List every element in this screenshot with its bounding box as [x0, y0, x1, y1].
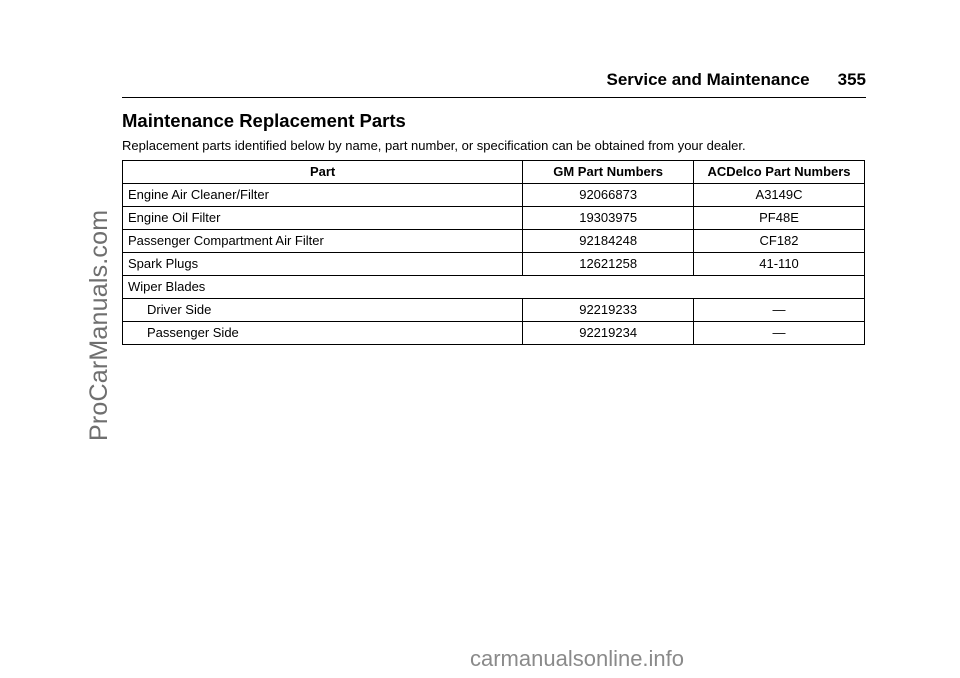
acdelco-part-number: — [694, 299, 865, 322]
part-name: Passenger Compartment Air Filter [123, 230, 523, 253]
part-name: Driver Side [123, 299, 523, 322]
intro-paragraph: Replacement parts identified below by name, part number, or specification can be obtained from your dealer. [122, 138, 746, 153]
part-name: Passenger Side [123, 322, 523, 345]
table-header-row [123, 161, 865, 184]
acdelco-part-number: CF182 [694, 230, 865, 253]
gm-part-number: 19303975 [523, 207, 694, 230]
table-row [123, 230, 865, 253]
page-number: 355 [837, 70, 866, 89]
gm-part-number: 92219233 [523, 299, 694, 322]
table-row [123, 253, 865, 276]
table-row [123, 299, 865, 322]
replacement-parts-table [122, 160, 865, 345]
gm-part-number: 92066873 [523, 184, 694, 207]
bottom-watermark: carmanualsonline.info [470, 646, 685, 671]
table-row [123, 322, 865, 345]
page-title: Maintenance Replacement Parts [122, 110, 406, 131]
acdelco-part-number: 41-110 [694, 253, 865, 276]
table-group-row [123, 276, 865, 299]
gm-part-number: 92184248 [523, 230, 694, 253]
column-header-acdelco-part-numbers: ACDelco Part Numbers [694, 161, 865, 184]
column-header-part: Part [123, 161, 523, 184]
page-header [122, 70, 866, 98]
column-header-gm-part-numbers: GM Part Numbers [523, 161, 694, 184]
table-row [123, 184, 865, 207]
acdelco-part-number: A3149C [694, 184, 865, 207]
part-name: Engine Oil Filter [123, 207, 523, 230]
part-name: Engine Air Cleaner/Filter [123, 184, 523, 207]
side-watermark: ProCarManuals.com [85, 209, 113, 441]
acdelco-part-number: — [694, 322, 865, 345]
section-title: Service and Maintenance [606, 70, 810, 89]
gm-part-number: 12621258 [523, 253, 694, 276]
table-row [123, 207, 865, 230]
part-name: Spark Plugs [123, 253, 523, 276]
part-group-name: Wiper Blades [123, 276, 865, 299]
acdelco-part-number: PF48E [694, 207, 865, 230]
gm-part-number: 92219234 [523, 322, 694, 345]
